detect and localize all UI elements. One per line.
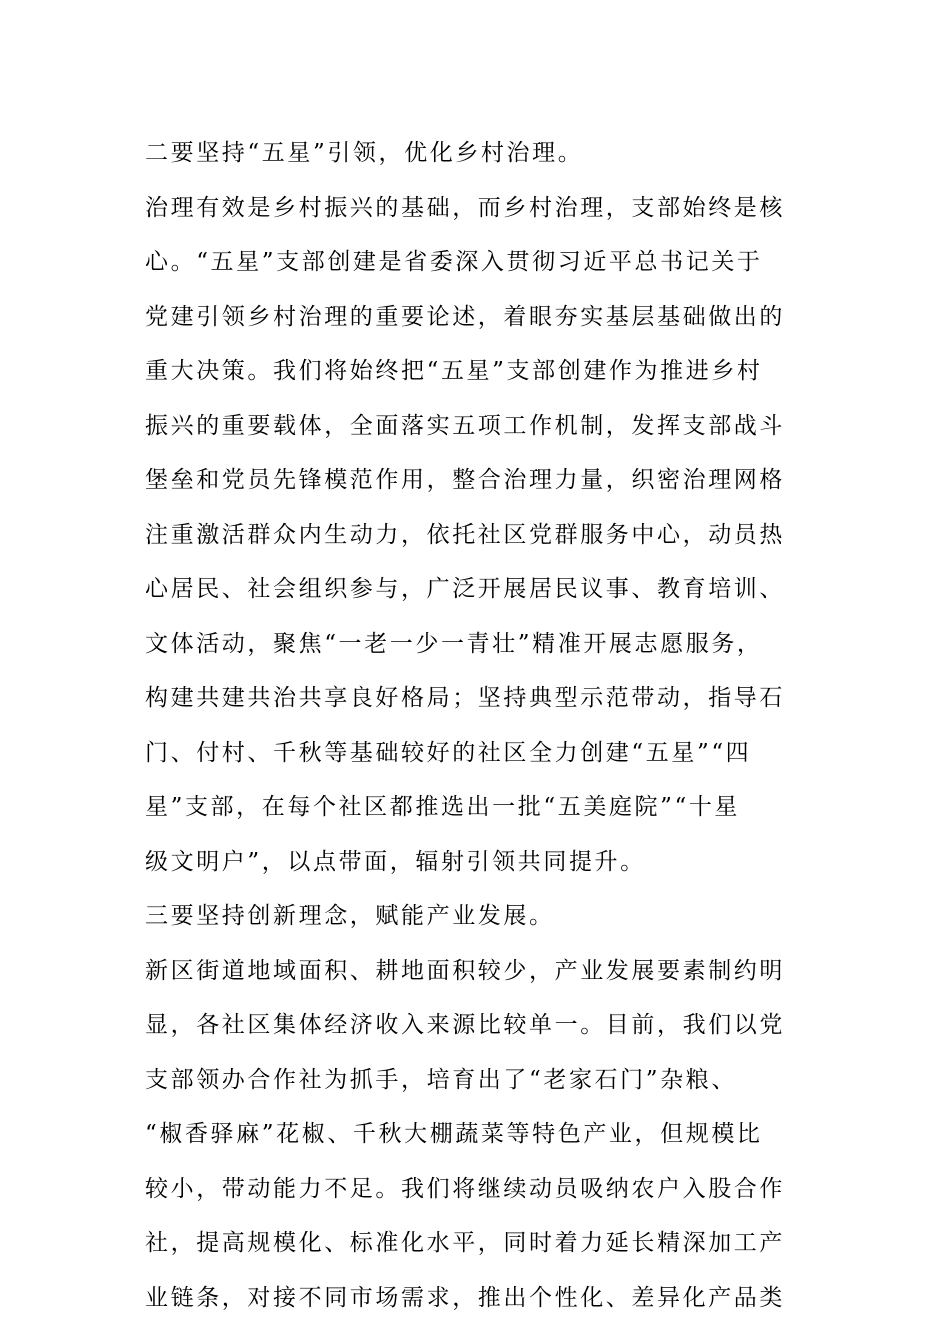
text-line: 堡垒和党员先锋模范作用，整合治理力量，织密治理网格 [145,467,785,493]
text-line: “椒香驿麻”花椒、千秋大棚蔬菜等特色产业，但规模比 [145,1121,763,1147]
text-line: 社，提高规模化、标准化水平，同时着力延长精深加工产 [145,1230,785,1256]
text-line: 治理有效是乡村振兴的基础，而乡村治理，支部始终是核 [145,194,785,221]
text-line: 业链条，对接不同市场需求，推出个性化、差异化产品类 [145,1284,785,1311]
text-line: 支部领办合作社为抓手，培育出了“老家石门”杂粮、 [145,1066,737,1093]
text-line: 星”支部，在每个社区都推选出一批“五美庭院”“十星 [145,794,741,820]
text-line: 新区街道地域面积、耕地面积较少，产业发展要素制约明 [145,957,785,984]
document-body [145,126,815,1325]
text-line: 党建引领乡村治理的重要论述，着眼夯实基层基础做出的 [145,303,785,330]
text-line: 级文明户”，以点带面，辐射引领共同提升。 [145,848,646,875]
heading-section-two: 二要坚持“五星”引领，优化乡村治理。 [145,140,584,166]
text-line: 门、付村、千秋等基础较好的社区全力创建“五星”“四 [145,739,752,766]
text-line: 心。“五星”支部创建是省委深入贯彻习近平总书记关于 [145,249,763,275]
text-line: 心居民、社会组织参与，广泛开展居民议事、教育培训、 [145,576,785,602]
text-line: 振兴的重要载体，全面落实五项工作机制，发挥支部战斗 [145,412,785,439]
text-line: 较小，带动能力不足。我们将继续动员吸纳农户入股合作 [145,1175,785,1202]
heading-section-three: 三要坚持创新理念，赋能产业发展。 [145,903,555,929]
text-line: 构建共建共治共享良好格局；坚持典型示范带动，指导石 [145,685,785,711]
text-line: 注重激活群众内生动力，依托社区党群服务中心，动员热 [145,521,785,548]
text-line: 文体活动，聚焦“一老一少一青壮”精准开展志愿服务， [145,630,763,657]
text-line: 重大决策。我们将始终把“五星”支部创建作为推进乡村 [145,358,763,384]
text-line: 显，各社区集体经济收入来源比较单一。目前，我们以党 [145,1012,785,1038]
